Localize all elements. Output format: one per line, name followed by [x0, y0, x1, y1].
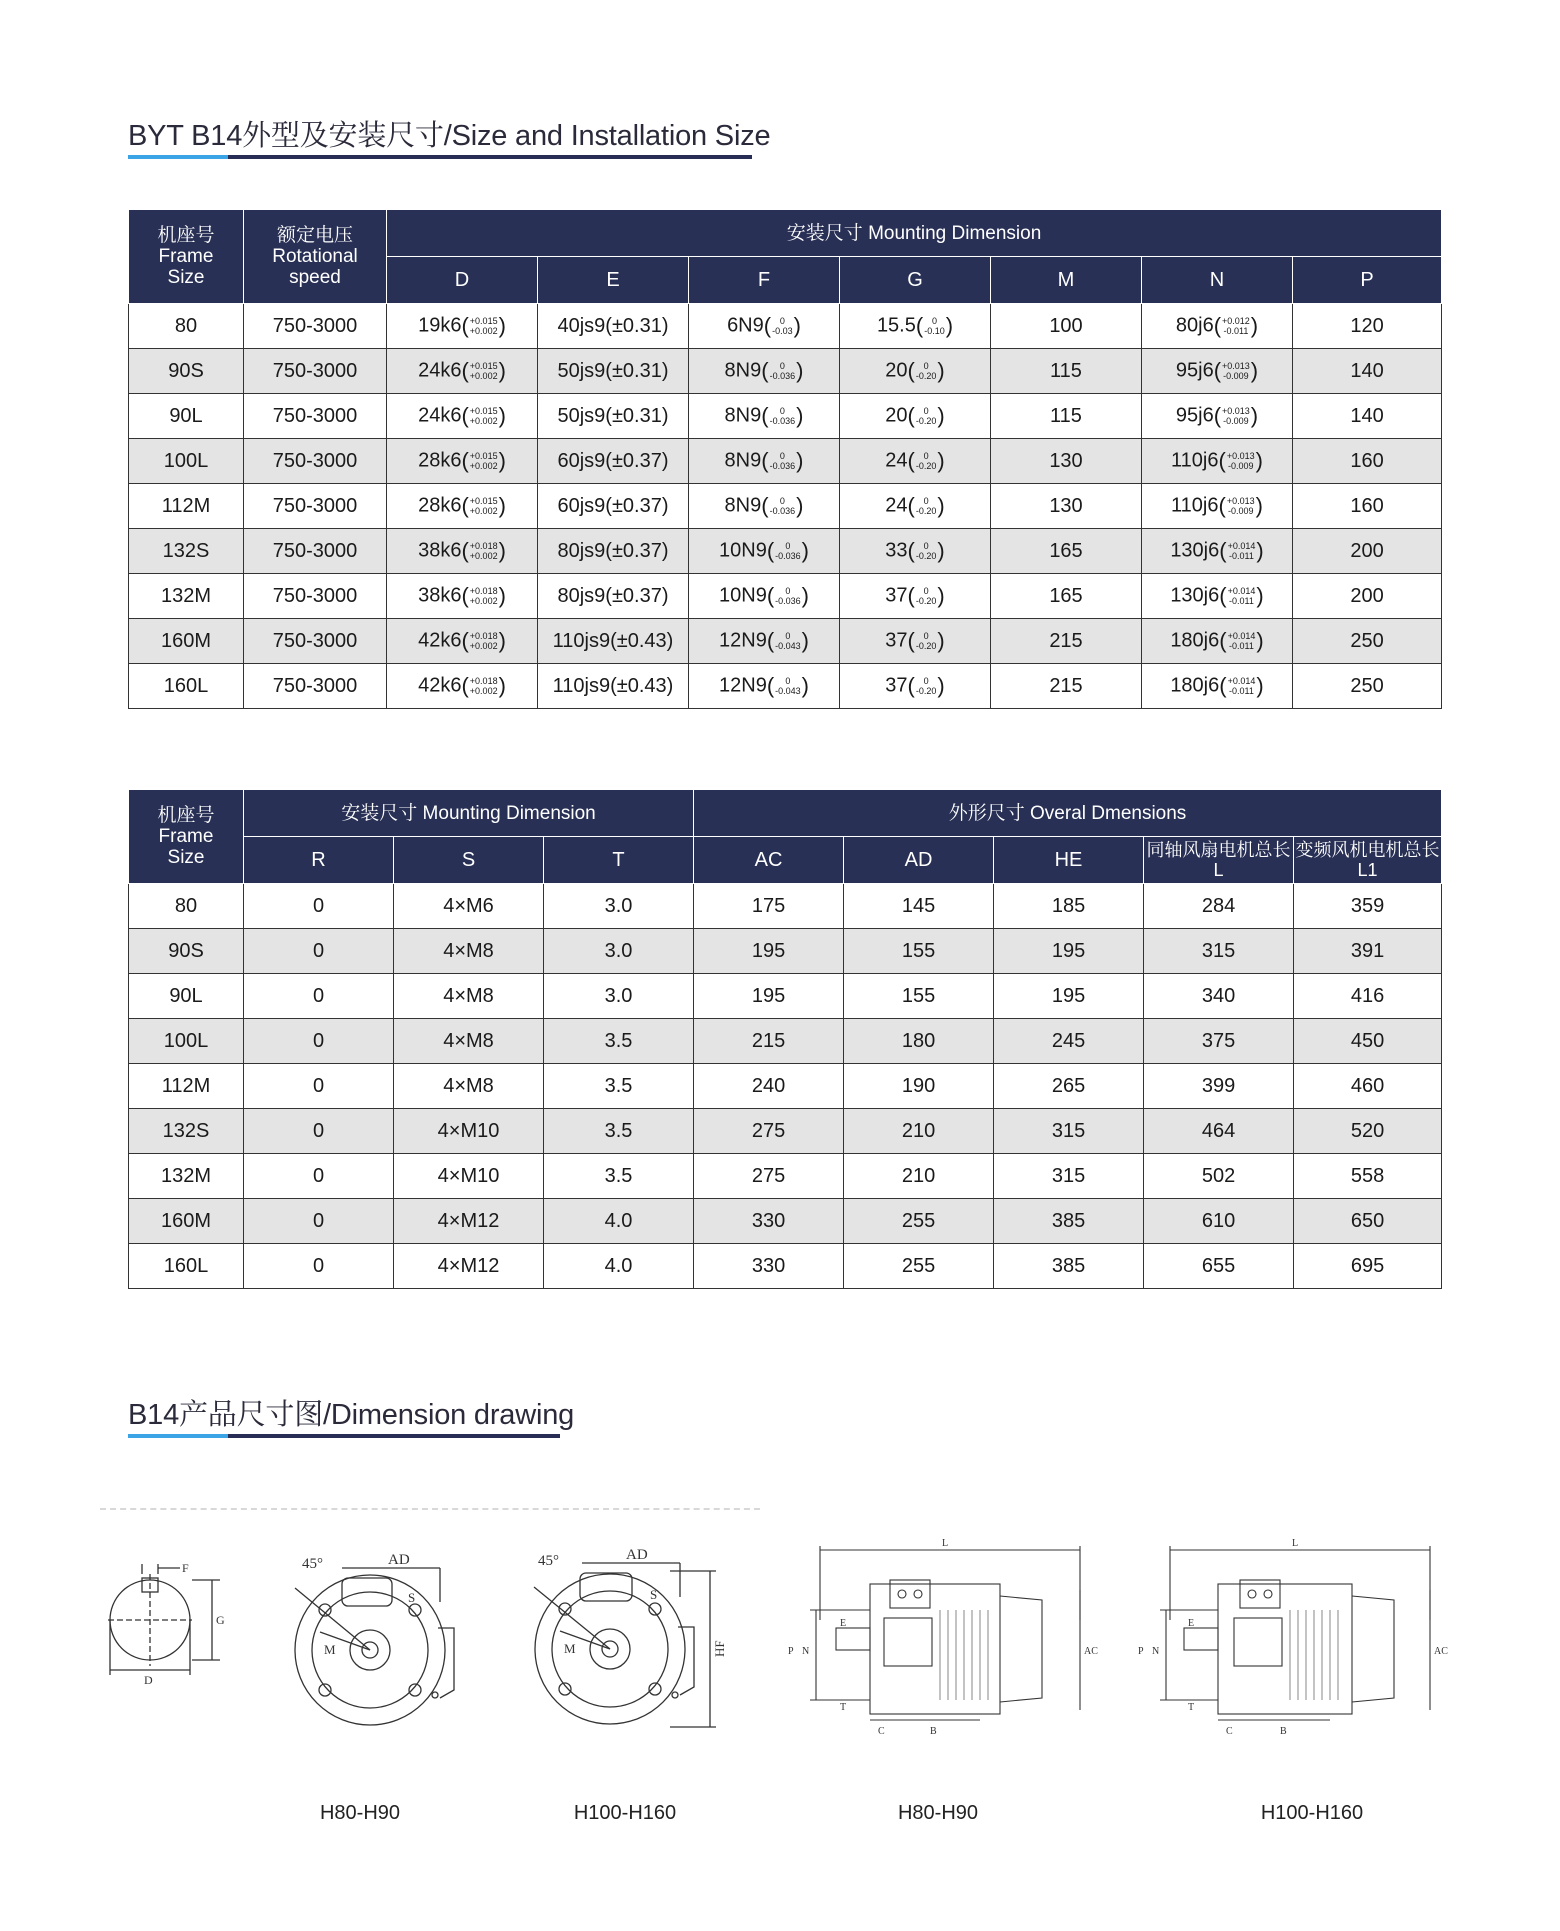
header-col-f: F — [689, 257, 840, 304]
cell-f: 8N9( 0 -0.036 ) — [689, 394, 840, 439]
cell-he: 195 — [994, 974, 1144, 1019]
cell-g: 37( 0 -0.20 ) — [840, 664, 991, 709]
cell-ad: 210 — [844, 1154, 994, 1199]
cell-f: 6N9( 0 -0.03 ) — [689, 304, 840, 349]
label-t: T — [1188, 1702, 1195, 1713]
cell-p: 200 — [1293, 574, 1442, 619]
cell-he: 385 — [994, 1244, 1144, 1289]
cell-f: 8N9( 0 -0.036 ) — [689, 349, 840, 394]
cell-t: 3.5 — [544, 1154, 694, 1199]
header-col-d: D — [387, 257, 538, 304]
cell-l1: 450 — [1294, 1019, 1442, 1064]
cell-t: 3.0 — [544, 974, 694, 1019]
cell-d: 42k6( +0.018 +0.002 ) — [387, 619, 538, 664]
cell-speed: 750-3000 — [244, 484, 387, 529]
cell-g: 20( 0 -0.20 ) — [840, 394, 991, 439]
cell-frame: 100L — [129, 439, 244, 484]
cell-speed: 750-3000 — [244, 304, 387, 349]
cell-n: 130j6( +0.014 -0.011 ) — [1142, 574, 1293, 619]
cell-ac: 240 — [694, 1064, 844, 1109]
cell-e: 110js9(±0.43) — [538, 664, 689, 709]
label-ac: AC — [1434, 1646, 1448, 1657]
label-d: D — [144, 1673, 153, 1687]
cell-g: 20( 0 -0.20 ) — [840, 349, 991, 394]
cell-n: 95j6( +0.013 -0.009 ) — [1142, 349, 1293, 394]
cell-n: 110j6( +0.013 -0.009 ) — [1142, 439, 1293, 484]
cell-f: 8N9( 0 -0.036 ) — [689, 484, 840, 529]
header-col-n: N — [1142, 257, 1293, 304]
cell-e: 60js9(±0.37) — [538, 484, 689, 529]
cell-d: 28k6( +0.015 +0.002 ) — [387, 439, 538, 484]
cell-d: 19k6( +0.015 +0.002 ) — [387, 304, 538, 349]
cell-p: 160 — [1293, 484, 1442, 529]
cell-d: 28k6( +0.015 +0.002 ) — [387, 484, 538, 529]
cell-l: 315 — [1144, 929, 1294, 974]
cell-he: 195 — [994, 929, 1144, 974]
label-c: C — [878, 1726, 885, 1737]
cell-speed: 750-3000 — [244, 619, 387, 664]
cell-r: 0 — [244, 1244, 394, 1289]
label-l: L — [942, 1538, 949, 1549]
cell-m: 130 — [991, 439, 1142, 484]
cell-s: 4×M12 — [394, 1199, 544, 1244]
table-row — [129, 439, 1442, 484]
label-c: C — [1226, 1726, 1233, 1737]
table-row — [129, 1244, 1442, 1289]
cell-s: 4×M10 — [394, 1154, 544, 1199]
header-mounting-dimension: 安装尺寸 Mounting Dimension — [387, 210, 1442, 257]
table-row — [129, 529, 1442, 574]
cell-g: 24( 0 -0.20 ) — [840, 439, 991, 484]
cell-he: 315 — [994, 1154, 1144, 1199]
side-view-drawing-h100-h160 — [1130, 1530, 1450, 1740]
table-row — [129, 664, 1442, 709]
cell-r: 0 — [244, 1199, 394, 1244]
cell-t: 3.0 — [544, 929, 694, 974]
cell-ac: 330 — [694, 1244, 844, 1289]
cell-s: 4×M12 — [394, 1244, 544, 1289]
cell-p: 250 — [1293, 664, 1442, 709]
header-col-s: S — [394, 837, 544, 884]
cell-r: 0 — [244, 1064, 394, 1109]
cell-speed: 750-3000 — [244, 394, 387, 439]
cell-f: 10N9( 0 -0.036 ) — [689, 574, 840, 619]
cell-frame: 112M — [129, 484, 244, 529]
cell-s: 4×M8 — [394, 929, 544, 974]
cell-m: 115 — [991, 394, 1142, 439]
cell-frame: 90S — [129, 929, 244, 974]
header-col-l1: 变频风机电机总长 L1 — [1294, 837, 1442, 884]
cell-g: 33( 0 -0.20 ) — [840, 529, 991, 574]
table-row — [129, 619, 1442, 664]
side-view-drawing-h80-h90 — [780, 1530, 1100, 1740]
header-col-l: 同轴风扇电机总长 L — [1144, 837, 1294, 884]
section-title-drawing: B14产品尺寸图/Dimension drawing — [128, 1399, 575, 1431]
cell-f: 8N9( 0 -0.036 ) — [689, 439, 840, 484]
label-n: N — [1152, 1646, 1160, 1657]
title-underline — [128, 1434, 560, 1438]
cell-r: 0 — [244, 1109, 394, 1154]
cell-t: 3.0 — [544, 884, 694, 929]
cell-ac: 195 — [694, 929, 844, 974]
section-title-size: BYT B14外型及安装尺寸/Size and Installation Size — [128, 120, 771, 152]
cell-d: 24k6( +0.015 +0.002 ) — [387, 349, 538, 394]
cell-speed: 750-3000 — [244, 529, 387, 574]
cell-g: 15.5( 0 -0.10 ) — [840, 304, 991, 349]
label-f: F — [182, 1561, 189, 1575]
cell-f: 10N9( 0 -0.036 ) — [689, 529, 840, 574]
cell-l1: 695 — [1294, 1244, 1442, 1289]
table-row — [129, 304, 1442, 349]
header-col-he: HE — [994, 837, 1144, 884]
cell-p: 160 — [1293, 439, 1442, 484]
label-m: M — [324, 1642, 336, 1657]
cell-t: 3.5 — [544, 1019, 694, 1064]
flange-front-drawing-h80-h90 — [280, 1540, 480, 1760]
cell-l1: 650 — [1294, 1199, 1442, 1244]
table-row — [129, 394, 1442, 439]
cell-frame: 80 — [129, 304, 244, 349]
table-row — [129, 1064, 1442, 1109]
cell-frame: 160L — [129, 1244, 244, 1289]
label-s: S — [650, 1587, 658, 1602]
cell-e: 110js9(±0.43) — [538, 619, 689, 664]
cell-s: 4×M8 — [394, 974, 544, 1019]
cell-ac: 215 — [694, 1019, 844, 1064]
cell-speed: 750-3000 — [244, 439, 387, 484]
label-g: G — [216, 1613, 225, 1627]
cell-frame: 132M — [129, 574, 244, 619]
header-frame-size: 机座号 Frame Size — [129, 790, 244, 884]
table-row — [129, 574, 1442, 619]
cell-he: 315 — [994, 1109, 1144, 1154]
cell-frame: 100L — [129, 1019, 244, 1064]
cell-m: 215 — [991, 664, 1142, 709]
cell-r: 0 — [244, 884, 394, 929]
cell-frame: 160M — [129, 619, 244, 664]
cell-m: 215 — [991, 619, 1142, 664]
cell-m: 100 — [991, 304, 1142, 349]
caption-h80-h90-front: H80-H90 — [319, 1802, 401, 1824]
cell-l1: 416 — [1294, 974, 1442, 1019]
table-row — [129, 929, 1442, 974]
table-row — [129, 349, 1442, 394]
cell-m: 130 — [991, 484, 1142, 529]
cell-t: 4.0 — [544, 1199, 694, 1244]
header-col-t: T — [544, 837, 694, 884]
cell-e: 50js9(±0.31) — [538, 349, 689, 394]
cell-g: 37( 0 -0.20 ) — [840, 574, 991, 619]
header-col-e: E — [538, 257, 689, 304]
table-row — [129, 1199, 1442, 1244]
cell-p: 140 — [1293, 394, 1442, 439]
header-overall-dimensions: 外形尺寸 Overal Dmensions — [694, 790, 1442, 837]
cell-frame: 132M — [129, 1154, 244, 1199]
cell-n: 180j6( +0.014 -0.011 ) — [1142, 619, 1293, 664]
cell-ad: 180 — [844, 1019, 994, 1064]
header-col-g: G — [840, 257, 991, 304]
cell-ac: 175 — [694, 884, 844, 929]
cell-d: 38k6( +0.018 +0.002 ) — [387, 574, 538, 619]
label-t: T — [840, 1702, 847, 1713]
cell-l: 655 — [1144, 1244, 1294, 1289]
cell-p: 200 — [1293, 529, 1442, 574]
label-e: E — [1188, 1618, 1195, 1629]
cell-ac: 195 — [694, 974, 844, 1019]
cell-frame: 112M — [129, 1064, 244, 1109]
cell-m: 165 — [991, 574, 1142, 619]
label-ac: AC — [1084, 1646, 1098, 1657]
cell-ad: 145 — [844, 884, 994, 929]
header-frame-size: 机座号 Frame Size — [129, 210, 244, 304]
cell-n: 80j6( +0.012 -0.011 ) — [1142, 304, 1293, 349]
header-col-ad: AD — [844, 837, 994, 884]
cell-f: 12N9( 0 -0.043 ) — [689, 619, 840, 664]
cell-he: 265 — [994, 1064, 1144, 1109]
label-b: B — [930, 1726, 937, 1737]
label-ad: AD — [626, 1547, 648, 1563]
cell-s: 4×M8 — [394, 1064, 544, 1109]
cell-d: 24k6( +0.015 +0.002 ) — [387, 394, 538, 439]
cell-he: 385 — [994, 1199, 1144, 1244]
label-b: B — [1280, 1726, 1287, 1737]
header-col-ac: AC — [694, 837, 844, 884]
cell-ac: 275 — [694, 1154, 844, 1199]
cell-l1: 460 — [1294, 1064, 1442, 1109]
cell-n: 110j6( +0.013 -0.009 ) — [1142, 484, 1293, 529]
cell-ad: 255 — [844, 1244, 994, 1289]
header-col-p: P — [1293, 257, 1442, 304]
cell-g: 24( 0 -0.20 ) — [840, 484, 991, 529]
cell-frame: 132S — [129, 1109, 244, 1154]
cell-n: 130j6( +0.014 -0.011 ) — [1142, 529, 1293, 574]
header-col-m: M — [991, 257, 1142, 304]
label-m: M — [564, 1641, 576, 1656]
label-angle: 45° — [538, 1553, 559, 1569]
header-rotational-speed: 额定电压 Rotational speed — [244, 210, 387, 304]
table-row — [129, 884, 1442, 929]
cell-l: 399 — [1144, 1064, 1294, 1109]
cell-frame: 90S — [129, 349, 244, 394]
cell-ad: 155 — [844, 974, 994, 1019]
cell-l1: 520 — [1294, 1109, 1442, 1154]
cell-m: 165 — [991, 529, 1142, 574]
label-p: P — [788, 1646, 794, 1657]
cell-p: 140 — [1293, 349, 1442, 394]
cell-m: 115 — [991, 349, 1142, 394]
cell-ac: 275 — [694, 1109, 844, 1154]
cell-frame: 90L — [129, 394, 244, 439]
installation-size-table — [128, 209, 1442, 709]
cell-l: 464 — [1144, 1109, 1294, 1154]
label-s: S — [408, 1590, 416, 1605]
cell-s: 4×M6 — [394, 884, 544, 929]
cell-ad: 210 — [844, 1109, 994, 1154]
cell-f: 12N9( 0 -0.043 ) — [689, 664, 840, 709]
label-p: P — [1138, 1646, 1144, 1657]
label-l: L — [1292, 1538, 1299, 1549]
cell-l: 502 — [1144, 1154, 1294, 1199]
cell-n: 95j6( +0.013 -0.009 ) — [1142, 394, 1293, 439]
label-n: N — [802, 1646, 810, 1657]
label-e: E — [840, 1618, 847, 1629]
cell-speed: 750-3000 — [244, 349, 387, 394]
cell-r: 0 — [244, 929, 394, 974]
cell-p: 250 — [1293, 619, 1442, 664]
label-ad: AD — [388, 1552, 410, 1568]
table-row — [129, 1019, 1442, 1064]
label-angle: 45° — [302, 1556, 323, 1572]
divider — [100, 1508, 760, 1510]
cell-l1: 391 — [1294, 929, 1442, 974]
cell-t: 3.5 — [544, 1064, 694, 1109]
cell-r: 0 — [244, 1019, 394, 1064]
cell-he: 185 — [994, 884, 1144, 929]
cell-t: 3.5 — [544, 1109, 694, 1154]
cell-l: 340 — [1144, 974, 1294, 1019]
cell-frame: 90L — [129, 974, 244, 1019]
cell-n: 180j6( +0.014 -0.011 ) — [1142, 664, 1293, 709]
cell-d: 42k6( +0.018 +0.002 ) — [387, 664, 538, 709]
cell-l: 284 — [1144, 884, 1294, 929]
caption-h100-h160-front: H100-H160 — [573, 1802, 677, 1824]
cell-frame: 160L — [129, 664, 244, 709]
header-mounting-dimension: 安装尺寸 Mounting Dimension — [244, 790, 694, 837]
cell-s: 4×M10 — [394, 1109, 544, 1154]
cell-ad: 190 — [844, 1064, 994, 1109]
table-row — [129, 1154, 1442, 1199]
cell-ad: 155 — [844, 929, 994, 974]
cell-r: 0 — [244, 974, 394, 1019]
caption-h80-h90-side: H80-H90 — [897, 1802, 979, 1824]
cell-e: 50js9(±0.31) — [538, 394, 689, 439]
header-col-r: R — [244, 837, 394, 884]
cell-l: 375 — [1144, 1019, 1294, 1064]
cell-speed: 750-3000 — [244, 664, 387, 709]
cell-frame: 160M — [129, 1199, 244, 1244]
cell-e: 80js9(±0.37) — [538, 574, 689, 619]
cell-r: 0 — [244, 1154, 394, 1199]
caption-h100-h160-side: H100-H160 — [1260, 1802, 1364, 1824]
cell-l: 610 — [1144, 1199, 1294, 1244]
overall-dimension-table — [128, 789, 1442, 1289]
cell-l1: 359 — [1294, 884, 1442, 929]
cell-he: 245 — [994, 1019, 1144, 1064]
table-row — [129, 484, 1442, 529]
cell-g: 37( 0 -0.20 ) — [840, 619, 991, 664]
cell-e: 40js9(±0.31) — [538, 304, 689, 349]
shaft-section-drawing — [100, 1560, 240, 1690]
cell-speed: 750-3000 — [244, 574, 387, 619]
cell-frame: 80 — [129, 884, 244, 929]
cell-e: 60js9(±0.37) — [538, 439, 689, 484]
label-hf: HF — [712, 1640, 727, 1657]
table-row — [129, 1109, 1442, 1154]
cell-l1: 558 — [1294, 1154, 1442, 1199]
cell-s: 4×M8 — [394, 1019, 544, 1064]
flange-front-drawing-h100-h160 — [520, 1535, 740, 1765]
table-row — [129, 974, 1442, 1019]
cell-p: 120 — [1293, 304, 1442, 349]
cell-e: 80js9(±0.37) — [538, 529, 689, 574]
cell-t: 4.0 — [544, 1244, 694, 1289]
cell-ac: 330 — [694, 1199, 844, 1244]
cell-frame: 132S — [129, 529, 244, 574]
cell-ad: 255 — [844, 1199, 994, 1244]
title-underline — [128, 155, 752, 159]
cell-d: 38k6( +0.018 +0.002 ) — [387, 529, 538, 574]
